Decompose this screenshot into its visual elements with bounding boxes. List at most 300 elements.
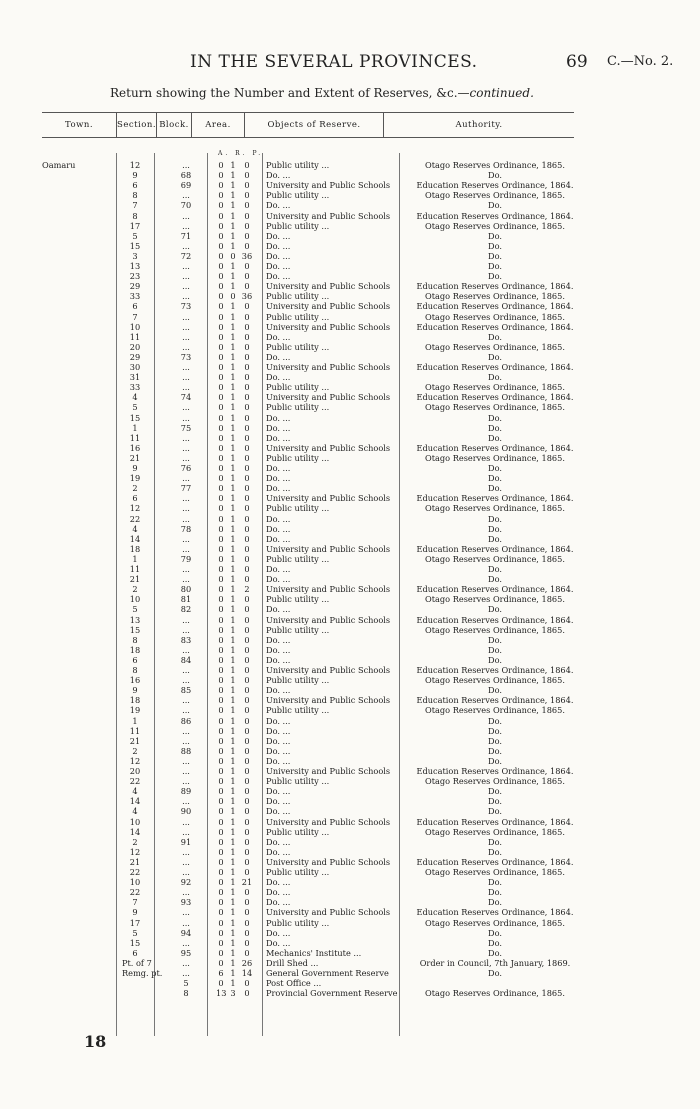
cell-block: ...	[182, 725, 190, 736]
table-row	[0, 959, 700, 968]
cell-r: 1	[230, 341, 236, 352]
cell-r: 1	[230, 452, 236, 463]
cell-p: 0	[244, 311, 250, 322]
cell-p: 0	[244, 786, 250, 797]
cell-a: 0	[218, 493, 224, 504]
cell-block: ...	[182, 937, 190, 948]
cell-r: 0	[230, 291, 236, 302]
cell-block: ...	[182, 776, 190, 787]
cell-r: 1	[230, 331, 236, 342]
footer-page-number: 18	[84, 1032, 107, 1051]
cell-object: University and Public Schools	[266, 666, 391, 675]
cell-r: 1	[230, 321, 236, 332]
cell-block: ...	[182, 614, 190, 625]
cell-authority: Do.	[488, 927, 502, 938]
cell-object: Do. ...	[266, 373, 291, 383]
cell-section: 6	[132, 301, 138, 312]
cell-a: 0	[218, 725, 224, 736]
cell-object: University and Public Schools	[266, 302, 391, 312]
cell-authority: Education Reserves Ordinance, 1864.	[416, 321, 574, 332]
cell-a: 0	[218, 503, 224, 514]
cell-p: 0	[244, 574, 250, 585]
cell-r: 1	[230, 382, 236, 393]
cell-p: 0	[244, 271, 250, 282]
cell-section: 31	[129, 372, 141, 383]
cell-block: ...	[182, 624, 190, 635]
cell-a: 0	[218, 957, 224, 968]
cell-object: Public utility ...	[266, 312, 330, 322]
table-row	[0, 797, 700, 806]
cell-block: 78	[180, 523, 192, 534]
cell-section: 17	[129, 917, 141, 928]
cell-p: 0	[244, 715, 250, 726]
cell-object: Do. ...	[266, 726, 291, 736]
cell-block: ...	[182, 695, 190, 706]
cell-block: ...	[182, 362, 190, 372]
cell-authority: Do.	[488, 240, 502, 251]
table-row	[0, 717, 700, 726]
cell-r: 1	[230, 887, 236, 898]
cell-p: 21	[241, 877, 253, 888]
subtitle-main: Return showing the Number and Extent of Reserves, &c.—	[110, 86, 470, 100]
cell-block: 74	[180, 392, 192, 403]
cell-section: 6	[132, 180, 138, 191]
cell-authority: Otago Reserves Ordinance, 1865.	[425, 220, 565, 231]
cell-r: 1	[230, 867, 236, 877]
cell-block: 72	[180, 250, 192, 261]
cell-block: ...	[182, 564, 190, 574]
table-row	[0, 908, 700, 917]
table-row	[0, 969, 700, 978]
cell-a: 0	[218, 574, 224, 585]
cell-r: 1	[230, 432, 236, 443]
cell-block: ...	[182, 321, 190, 332]
cell-r: 1	[230, 210, 236, 221]
cell-authority: Otago Reserves Ordinance, 1865.	[425, 553, 565, 564]
table-row	[0, 434, 700, 443]
cell-authority: Do.	[488, 877, 502, 888]
cell-authority: Do.	[488, 533, 502, 544]
cell-object: Do. ...	[266, 605, 291, 615]
table-row	[0, 575, 700, 584]
table-row	[0, 454, 700, 463]
cell-p: 0	[244, 321, 250, 332]
cell-r: 1	[230, 230, 236, 241]
cell-object: Mechanics' Institute ...	[266, 948, 362, 958]
page-header	[0, 52, 700, 76]
cell-r: 1	[230, 564, 236, 574]
cell-authority: Education Reserves Ordinance, 1864.	[416, 907, 574, 918]
cell-p: 2	[244, 584, 250, 595]
cell-p: 0	[244, 160, 250, 170]
cell-p: 0	[244, 412, 250, 423]
cell-object: Do. ...	[266, 635, 291, 645]
cell-object: Do. ...	[266, 797, 291, 807]
cell-block: ...	[182, 735, 190, 746]
cell-object: Do. ...	[266, 332, 291, 342]
cell-section: Pt. of 7	[122, 957, 152, 968]
cell-block: ...	[182, 432, 190, 443]
cell-authority: Otago Reserves Ordinance, 1865.	[425, 190, 565, 201]
cell-block: ...	[182, 240, 190, 251]
cell-section: 2	[132, 836, 138, 847]
cell-authority: Education Reserves Ordinance, 1864.	[416, 856, 574, 867]
cell-r: 1	[230, 574, 236, 585]
cell-object: Do. ...	[266, 645, 291, 655]
cell-a: 0	[218, 271, 224, 282]
cell-a: 0	[218, 422, 224, 433]
table-row	[0, 313, 700, 322]
cell-p: 0	[244, 463, 250, 473]
cell-section: 11	[129, 432, 141, 443]
table-row	[0, 504, 700, 513]
cell-authority: Do.	[488, 846, 502, 857]
cell-block: ...	[182, 281, 190, 292]
cell-section: 16	[129, 675, 141, 686]
cell-block: 83	[180, 634, 192, 645]
cell-p: 0	[244, 564, 250, 574]
cell-p: 0	[244, 200, 250, 211]
cell-section: 29	[129, 281, 141, 292]
cell-section: 10	[129, 594, 141, 605]
cell-p: 0	[244, 806, 250, 817]
cell-p: 0	[244, 351, 250, 362]
cell-section: 6	[132, 947, 138, 958]
cell-authority: Otago Reserves Ordinance, 1865.	[425, 705, 565, 716]
cell-object: Do. ...	[266, 484, 291, 494]
cell-section: 22	[129, 867, 141, 877]
cell-block: 86	[180, 715, 192, 726]
cell-p: 0	[244, 220, 250, 231]
cell-section: 14	[129, 533, 141, 544]
cell-p: 0	[244, 483, 250, 494]
cell-p: 0	[244, 452, 250, 463]
cell-a: 0	[218, 291, 224, 302]
cell-p: 0	[244, 846, 250, 857]
cell-r: 1	[230, 402, 236, 413]
cell-section: 19	[129, 473, 141, 484]
cell-object: Do. ...	[266, 474, 291, 484]
cell-p: 0	[244, 887, 250, 898]
cell-r: 1	[230, 533, 236, 544]
cell-block: 5	[183, 978, 189, 989]
cell-r: 1	[230, 624, 236, 635]
cell-object: University and Public Schools	[266, 696, 391, 706]
cell-r: 1	[230, 351, 236, 362]
cell-section: 33	[129, 291, 141, 302]
table-row	[0, 353, 700, 362]
cell-town: Oamaru	[42, 160, 76, 170]
table-row	[0, 262, 700, 271]
cell-object: Do. ...	[266, 756, 291, 766]
cell-object: Do. ...	[266, 464, 291, 473]
cell-object: Do. ...	[266, 171, 291, 181]
cell-authority: Education Reserves Ordinance, 1864.	[416, 392, 574, 403]
table-row	[0, 161, 700, 170]
cell-section: 30	[129, 362, 141, 372]
col-section: Section.	[117, 113, 157, 138]
cell-p: 0	[244, 170, 250, 181]
cell-object: Public utility ...	[266, 161, 330, 170]
cell-section: 4	[132, 523, 138, 534]
cell-block: 85	[180, 685, 192, 696]
cell-p: 0	[244, 594, 250, 605]
cell-authority: Do.	[488, 755, 502, 766]
cell-section: 5	[132, 230, 138, 241]
cell-authority: Do.	[488, 230, 502, 241]
cell-r: 1	[230, 190, 236, 201]
cell-a: 0	[218, 220, 224, 231]
table-row	[0, 858, 700, 867]
cell-p: 0	[244, 523, 250, 534]
cell-a: 0	[218, 675, 224, 686]
cell-block: ...	[182, 574, 190, 585]
document-code: C.—No. 2.	[607, 54, 674, 69]
table-row	[0, 171, 700, 180]
cell-a: 6	[218, 968, 224, 978]
cell-object: Do. ...	[266, 847, 291, 857]
table-row	[0, 848, 700, 857]
table-row	[0, 868, 700, 877]
cell-a: 0	[218, 937, 224, 948]
cell-block: ...	[182, 917, 190, 928]
cell-r: 1	[230, 695, 236, 706]
table-row	[0, 838, 700, 847]
cell-r: 1	[230, 675, 236, 686]
cell-object: University and Public Schools	[266, 211, 391, 221]
cell-block: ...	[182, 210, 190, 221]
cell-a: 0	[218, 442, 224, 453]
cell-object: Do. ...	[266, 655, 291, 665]
cell-section: 11	[129, 331, 141, 342]
cell-section: 12	[129, 846, 141, 857]
cell-a: 0	[218, 877, 224, 888]
cell-r: 1	[230, 816, 236, 827]
table-row	[0, 878, 700, 887]
cell-section: 12	[129, 160, 141, 170]
table-row	[0, 444, 700, 453]
cell-object: University and Public Schools	[266, 363, 391, 372]
cell-block: 70	[180, 200, 192, 211]
cell-block: ...	[182, 331, 190, 342]
table-row	[0, 555, 700, 564]
cell-a: 0	[218, 321, 224, 332]
cell-p: 0	[244, 745, 250, 756]
cell-object: Do. ...	[266, 251, 291, 261]
cell-authority: Otago Reserves Ordinance, 1865.	[425, 624, 565, 635]
table-row	[0, 343, 700, 352]
cell-authority: Education Reserves Ordinance, 1864.	[416, 493, 574, 504]
table-row	[0, 757, 700, 766]
cell-r: 1	[230, 644, 236, 655]
cell-p: 14	[241, 968, 253, 978]
cell-p: 0	[244, 261, 250, 271]
cell-object: Public utility ...	[266, 342, 330, 352]
cell-r: 1	[230, 594, 236, 605]
cell-a: 0	[218, 281, 224, 292]
cell-a: 0	[218, 614, 224, 625]
cell-section: 22	[129, 513, 141, 524]
cell-block: ...	[182, 675, 190, 686]
cell-object: Do. ...	[266, 524, 291, 534]
cell-authority: Do.	[488, 463, 502, 473]
cell-r: 1	[230, 846, 236, 857]
cell-r: 1	[230, 715, 236, 726]
cell-section: 5	[132, 402, 138, 413]
cell-p: 0	[244, 907, 250, 918]
cell-a: 0	[218, 200, 224, 211]
cell-r: 1	[230, 665, 236, 675]
cell-object: University and Public Schools	[266, 282, 391, 292]
cell-r: 1	[230, 412, 236, 423]
cell-object: Public utility ...	[266, 595, 330, 605]
cell-p: 0	[244, 947, 250, 958]
cell-section: 5	[132, 927, 138, 938]
cell-block: ...	[182, 190, 190, 201]
cell-object: Do. ...	[266, 241, 291, 251]
cell-block: ...	[182, 382, 190, 393]
cell-r: 1	[230, 897, 236, 908]
cell-object: Do. ...	[266, 686, 291, 696]
table-row	[0, 696, 700, 705]
cell-p: 0	[244, 766, 250, 776]
cell-section: 21	[129, 856, 141, 867]
cell-p: 0	[244, 553, 250, 564]
cell-a: 0	[218, 665, 224, 675]
cell-p: 0	[244, 988, 250, 999]
table-row	[0, 302, 700, 311]
table-row	[0, 272, 700, 281]
cell-block: 68	[180, 170, 192, 181]
cell-authority: Otago Reserves Ordinance, 1865.	[425, 917, 565, 928]
cell-section: 7	[132, 311, 138, 322]
cell-r: 1	[230, 705, 236, 716]
cell-a: 0	[218, 473, 224, 484]
cell-authority: Otago Reserves Ordinance, 1865.	[425, 160, 565, 170]
cell-block: 73	[180, 301, 192, 312]
cell-r: 1	[230, 917, 236, 928]
cell-block: ...	[182, 957, 190, 968]
cell-object: Drill Shed ...	[266, 958, 319, 968]
cell-authority: Do.	[488, 968, 502, 978]
cell-object: Public utility ...	[266, 676, 330, 686]
table-row	[0, 747, 700, 756]
cell-section: 9	[132, 463, 138, 473]
cell-authority: Otago Reserves Ordinance, 1865.	[425, 291, 565, 302]
cell-section: 21	[129, 452, 141, 463]
cell-p: 0	[244, 392, 250, 403]
table-row	[0, 616, 700, 625]
cell-a: 0	[218, 533, 224, 544]
cell-p: 0	[244, 644, 250, 655]
cell-a: 0	[218, 301, 224, 312]
cell-p: 0	[244, 240, 250, 251]
cell-authority: Education Reserves Ordinance, 1864.	[416, 180, 574, 191]
cell-authority: Do.	[488, 644, 502, 655]
cell-p: 0	[244, 978, 250, 989]
cell-a: 0	[218, 594, 224, 605]
cell-authority: Do.	[488, 786, 502, 797]
cell-section: 22	[129, 887, 141, 898]
cell-p: 0	[244, 362, 250, 372]
table-row	[0, 939, 700, 948]
cell-a: 0	[218, 705, 224, 716]
cell-section: 6	[132, 493, 138, 504]
cell-authority: Do.	[488, 432, 502, 443]
cell-a: 0	[218, 463, 224, 473]
table-row	[0, 545, 700, 554]
cell-object: Do. ...	[266, 423, 291, 433]
cell-block: ...	[182, 665, 190, 675]
cell-block: ...	[182, 968, 190, 978]
cell-a: 0	[218, 160, 224, 170]
page-title: IN THE SEVERAL PROVINCES.	[190, 52, 478, 72]
cell-block: ...	[182, 755, 190, 766]
cell-authority: Do.	[488, 897, 502, 908]
table-row	[0, 232, 700, 241]
cell-r: 1	[230, 483, 236, 494]
cell-authority: Education Reserves Ordinance, 1864.	[416, 816, 574, 827]
cell-authority: Do.	[488, 513, 502, 524]
cell-p: 0	[244, 382, 250, 393]
cell-section: 15	[129, 937, 141, 948]
cell-object: Post Office ...	[266, 979, 322, 989]
cell-r: 1	[230, 755, 236, 766]
cell-section: 10	[129, 816, 141, 827]
cell-object: Public utility ...	[266, 777, 330, 787]
table-row	[0, 252, 700, 261]
cell-authority: Education Reserves Ordinance, 1864.	[416, 362, 574, 372]
cell-a: 0	[218, 806, 224, 817]
table-row	[0, 373, 700, 382]
cell-authority: Education Reserves Ordinance, 1864.	[416, 695, 574, 706]
cell-object: Public utility ...	[266, 868, 330, 877]
cell-section: 21	[129, 735, 141, 746]
cell-object: Do. ...	[266, 837, 291, 847]
cell-section: 8	[132, 665, 138, 675]
cell-a: 0	[218, 180, 224, 191]
cell-authority: Do.	[488, 937, 502, 948]
cell-a: 0	[218, 695, 224, 706]
col-area: Area.	[192, 113, 245, 138]
cell-block: 92	[180, 877, 192, 888]
cell-a: 0	[218, 553, 224, 564]
cell-object: Do. ...	[266, 746, 291, 756]
cell-a: 13	[216, 988, 227, 999]
cell-r: 1	[230, 220, 236, 231]
cell-a: 0	[218, 654, 224, 665]
cell-r: 1	[230, 271, 236, 282]
cell-a: 0	[218, 685, 224, 696]
table-row	[0, 898, 700, 907]
cell-section: 2	[132, 584, 138, 595]
cell-a: 0	[218, 897, 224, 908]
cell-r: 3	[230, 988, 236, 999]
cell-object: Provincial Government Reserve	[266, 989, 398, 999]
cell-block: ...	[182, 493, 190, 504]
cell-block: ...	[182, 867, 190, 877]
table-row	[0, 737, 700, 746]
col-block: Block.	[157, 113, 192, 138]
cell-r: 1	[230, 372, 236, 383]
column-header-row	[42, 112, 574, 138]
cell-p: 0	[244, 331, 250, 342]
cell-p: 0	[244, 796, 250, 807]
cell-object: Do. ...	[266, 514, 291, 524]
cell-block: ...	[182, 311, 190, 322]
cell-object: Public utility ...	[266, 191, 330, 201]
cell-object: University and Public Schools	[266, 585, 391, 595]
